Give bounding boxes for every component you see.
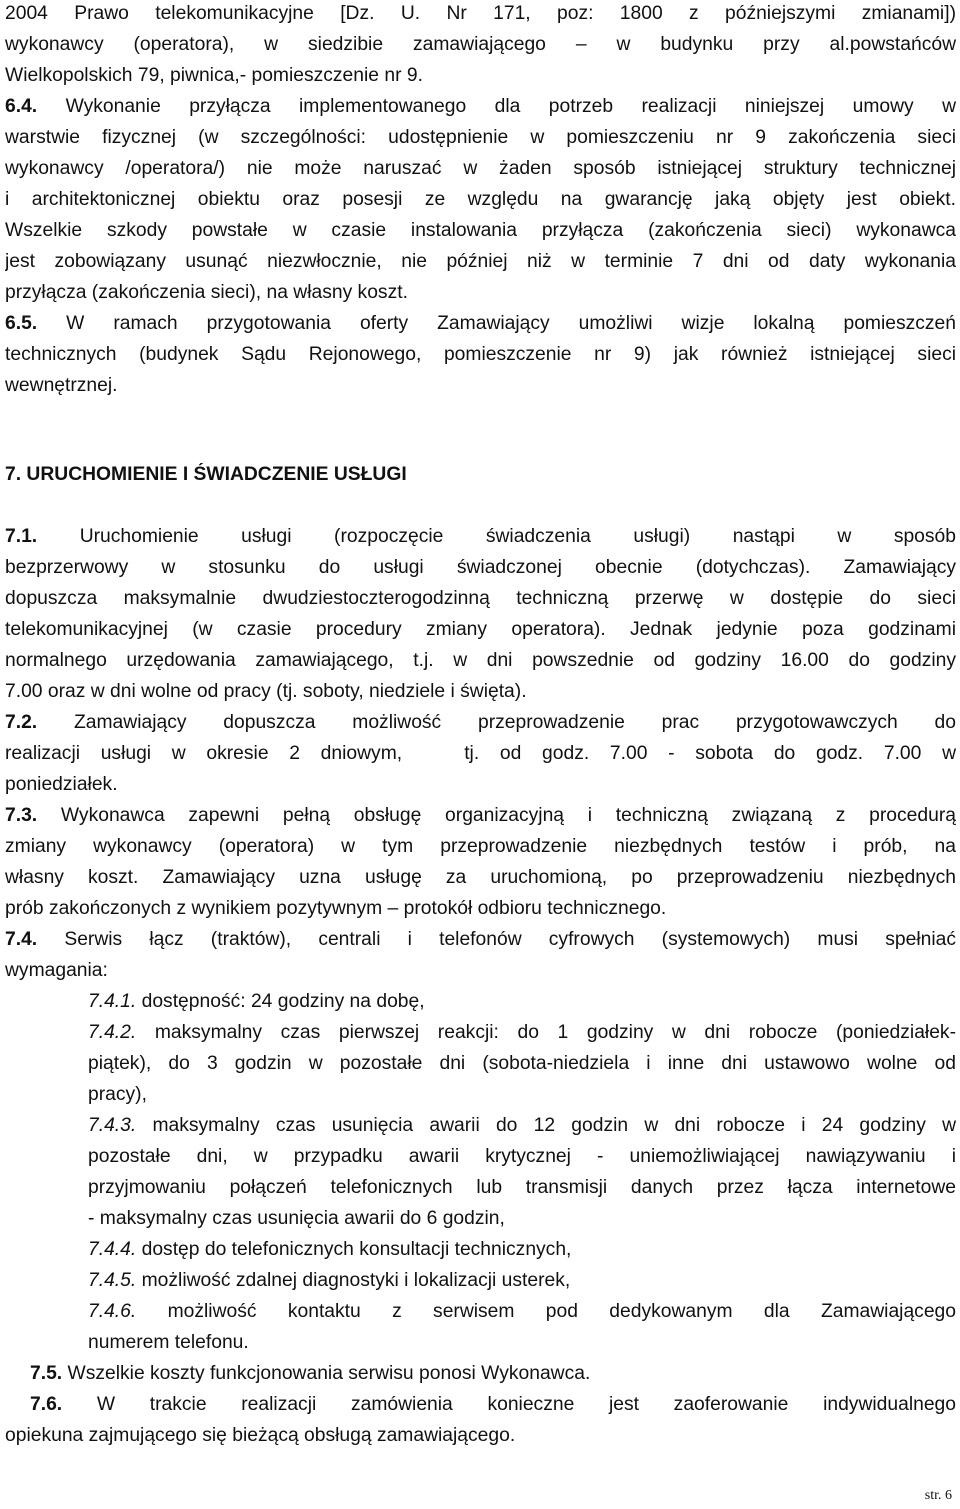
clause-number: 7.4. [5,929,38,950]
sub-item: pracy), [88,1084,147,1105]
sub-item-number: 7.4.1. [88,991,137,1012]
text-line: 7.5. Wszelkie koszty funkcjonowania serwisu ponosi Wykonawca. [30,1363,591,1384]
text-line: wewnętrznej. [5,375,118,396]
sub-item: 7.4.6. możliwość kontaktu z serwisem pod dedykowanym dla Zamawiającego [88,1301,956,1322]
sub-item: 7.4.2. maksymalny czas pierwszej reakcji: do 1 godziny w dni robocze (poniedziałek- [88,1022,956,1043]
text-line: poniedziałek. [5,774,118,795]
text-line: telekomunikacyjnej (w czasie procedury zmiany operatora). Jednak jedynie poza godzinami [5,619,956,640]
text-line: normalnego urzędowania zamawiającego, t.j. w dni powszednie od godziny 16.00 do godziny [5,650,956,671]
sub-item-number: 7.4.5. [88,1270,137,1291]
sub-item-number: 7.4.3. [88,1115,137,1136]
clause-number: 7.1. [5,526,38,547]
text-line: Wszelkie szkody powstałe w czasie instalowania przyłącza (zakończenia sieci) wykonawca [5,220,956,241]
clause-number: 7.3. [5,805,38,826]
sub-item: 7.4.5. możliwość zdalnej diagnostyki i lokalizacji usterek, [88,1270,571,1291]
text-line: 2004 Prawo telekomunikacyjne [Dz. U. Nr 171, poz: 1800 z późniejszymi zmianami]) [5,3,956,24]
sub-item: 7.4.1. dostępność: 24 godziny na dobę, [88,991,425,1012]
sub-item: 7.4.3. maksymalny czas usunięcia awarii do 12 godzin w dni robocze i 24 godziny w [88,1115,956,1136]
text-line: realizacji usługi w okresie 2 dniowym, tj. od godz. 7.00 - sobota do godz. 7.00 w [5,743,956,764]
sub-item: 7.4.4. dostęp do telefonicznych konsultacji technicznych, [88,1239,572,1260]
sub-item: - maksymalny czas usunięcia awarii do 6 godzin, [88,1208,505,1229]
sub-item-number: 7.4.6. [88,1301,137,1322]
text-line: wykonawcy /operatora/) nie może naruszać w żaden sposób istniejącej struktury technicznej [5,158,956,179]
sub-item: piątek), do 3 godzin w pozostałe dni (sobota-niedziela i inne dni ustawowo wolne od [88,1053,956,1074]
text-line: technicznych (budynek Sądu Rejonowego, pomieszczenie nr 9) jak również istniejącej sieci [5,344,956,365]
clause-number: 7.5. [30,1363,63,1384]
text-line: 7.4. Serwis łącz (traktów), centrali i telefonów cyfrowych (systemowych) musi spełniać [5,929,956,950]
clause-number: 6.5. [5,313,38,334]
text-line: 6.5. W ramach przygotowania oferty Zamawiający umożliwi wizje lokalną pomieszczeń [5,313,956,334]
text-line: własny koszt. Zamawiający uzna usługę za uruchomioną, po przeprowadzeniu niezbędnych [5,867,956,888]
clause-number: 7.2. [5,712,38,733]
text-line: wymagania: [5,960,108,981]
sub-item-number: 7.4.4. [88,1239,137,1260]
sub-item: pozostałe dni, w przypadku awarii krytycznej - uniemożliwiającej nawiązywaniu i [88,1146,956,1167]
text-line: warstwie fizycznej (w szczególności: udostępnienie w pomieszczeniu nr 9 zakończenia sieci [5,127,956,148]
text-line: Wielkopolskich 79, piwnica,- pomieszczenie nr 9. [5,65,423,86]
text-line: prób zakończonych z wynikiem pozytywnym – protokół odbioru technicznego. [5,898,667,919]
text-line: 7.2. Zamawiający dopuszcza możliwość przeprowadzenie prac przygotowawczych do [5,712,956,733]
text-line: 7.00 oraz w dni wolne od pracy (tj. soboty, niedziele i święta). [5,681,527,702]
section-heading: 7. URUCHOMIENIE I ŚWIADCZENIE USŁUGI [5,464,407,485]
sub-item: numerem telefonu. [88,1332,249,1353]
text-line: przyłącza (zakończenia sieci), na własny koszt. [5,282,408,303]
text-line: zmiany wykonawcy (operatora) w tym przeprowadzenie niezbędnych testów i prób, na [5,836,956,857]
sub-item: przyjmowaniu połączeń telefonicznych lub transmisji danych przez łącza internetowe [88,1177,956,1198]
page-number: str. 6 [924,1488,952,1503]
text-line: wykonawcy (operatora), w siedzibie zamawiającego – w budynku przy al.powstańców [5,34,956,55]
text-line: jest zobowiązany usunąć niezwłocznie, nie później niż w terminie 7 dni od daty wykonania [5,251,956,272]
text-line: 7.1. Uruchomienie usługi (rozpoczęcie świadczenia usługi) nastąpi w sposób [5,526,956,547]
text-line: opiekuna zajmującego się bieżącą obsługą zamawiającego. [5,1425,516,1446]
text-line: i architektonicznej obiektu oraz posesji ze względu na gwarancję jaką objęty jest obiekt. [5,189,956,210]
sub-item-number: 7.4.2. [88,1022,137,1043]
text-line: 6.4. Wykonanie przyłącza implementowanego dla potrzeb realizacji niniejszej umowy w [5,96,956,117]
clause-number: 7.6. [30,1394,63,1415]
text-line: dopuszcza maksymalnie dwudziestoczterogodzinną techniczną przerwę w dostępie do sieci [5,588,956,609]
text-line: 7.3. Wykonawca zapewni pełną obsługę organizacyjną i techniczną związaną z procedurą [5,805,956,826]
text-line: bezprzerwowy w stosunku do usługi świadczonej obecnie (dotychczas). Zamawiający [5,557,956,578]
text-line: 7.6. W trakcie realizacji zamówienia konieczne jest zaoferowanie indywidualnego [30,1394,956,1415]
clause-number: 6.4. [5,96,38,117]
